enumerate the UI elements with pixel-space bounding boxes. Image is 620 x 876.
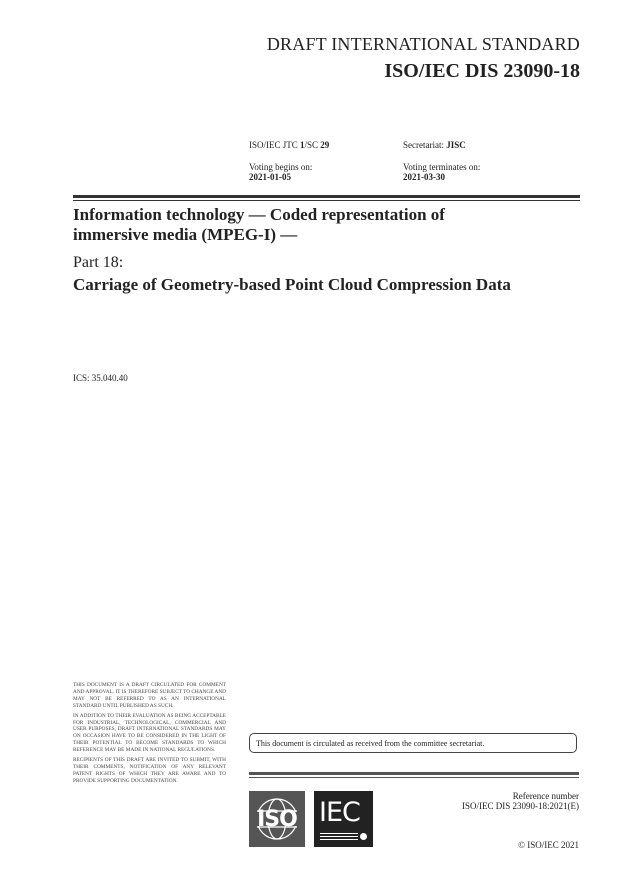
document-type: DRAFT INTERNATIONAL STANDARD bbox=[266, 34, 580, 54]
secretariat-value: JISC bbox=[446, 140, 466, 150]
divider bbox=[73, 200, 580, 201]
divider bbox=[249, 772, 579, 775]
voting-begins bbox=[249, 162, 312, 182]
reference-number: ISO/IEC DIS 23090-18:2021(E) bbox=[462, 801, 579, 811]
title-line-2: immersive media (MPEG-I) — bbox=[73, 225, 298, 244]
document-designation: ISO/IEC DIS 23090-18 bbox=[384, 60, 580, 82]
title-line-1: Information technology — Coded representation of bbox=[73, 205, 445, 224]
secretariat bbox=[403, 140, 466, 150]
part-number: Part 18: bbox=[73, 254, 124, 271]
committee-prefix: ISO/IEC JTC bbox=[249, 140, 301, 150]
divider bbox=[249, 777, 579, 778]
voting-terminates bbox=[403, 162, 480, 182]
committee bbox=[249, 140, 329, 150]
part-subtitle: Carriage of Geometry-based Point Cloud Compression Data bbox=[73, 275, 511, 294]
draft-disclaimer bbox=[73, 682, 226, 788]
divider bbox=[73, 195, 580, 198]
iso-logo-text: ISO bbox=[257, 807, 297, 832]
disclaimer-paragraph: THIS DOCUMENT IS A DRAFT CIRCULATED FOR COMMENT AND APPROVAL. IT IS THEREFORE SUBJECT TO CHANGE AND MAY NOT BE REFERRED TO AS AN INTERNATIONAL STANDARD UNTIL PUBLISHED AS SUCH. bbox=[73, 682, 226, 709]
committee-sep: /SC bbox=[304, 140, 321, 150]
iec-logo bbox=[314, 791, 373, 847]
iso-logo bbox=[249, 791, 305, 847]
dot-icon bbox=[360, 833, 367, 840]
ics-code: ICS: 35.040.40 bbox=[73, 373, 128, 383]
disclaimer-paragraph: IN ADDITION TO THEIR EVALUATION AS BEING ACCEPTABLE FOR INDUSTRIAL, TECHNOLOGICAL, COMMERCIAL AND USER PURPOSES, DRAFT INTERNATIONAL STANDARDS MAY ON OCCASION HAVE TO BE CONSIDERED IN THE LIGHT OF THEIR POTENTIAL TO BECOME STANDARDS TO WHICH REFERENCE MAY BE MADE IN NATIONAL REGULATIONS. bbox=[73, 712, 226, 754]
copyright: © ISO/IEC 2021 bbox=[518, 840, 579, 850]
disclaimer-paragraph: RECIPIENTS OF THIS DRAFT ARE INVITED TO SUBMIT, WITH THEIR COMMENTS, NOTIFICATION OF ANY RELEVANT PATENT RIGHTS OF WHICH THEY ARE AWARE AND TO PROVIDE SUPPORTING DOCUMENTATION. bbox=[73, 757, 226, 784]
voting-begins-label: Voting begins on: bbox=[249, 162, 313, 172]
circulation-notice: This document is circulated as received from the committee secretariat. bbox=[249, 733, 577, 753]
voting-terminates-label: Voting terminates on: bbox=[403, 162, 481, 172]
secretariat-label: Secretariat: bbox=[403, 140, 447, 150]
iec-logo-text: IEC bbox=[319, 797, 360, 828]
voting-terminates-date: 2021-03-30 bbox=[403, 172, 445, 182]
reference-label: Reference number bbox=[512, 791, 579, 801]
committee-num2: 29 bbox=[320, 140, 330, 150]
committee-num1: 1 bbox=[300, 140, 305, 150]
voting-begins-date: 2021-01-05 bbox=[249, 172, 291, 182]
